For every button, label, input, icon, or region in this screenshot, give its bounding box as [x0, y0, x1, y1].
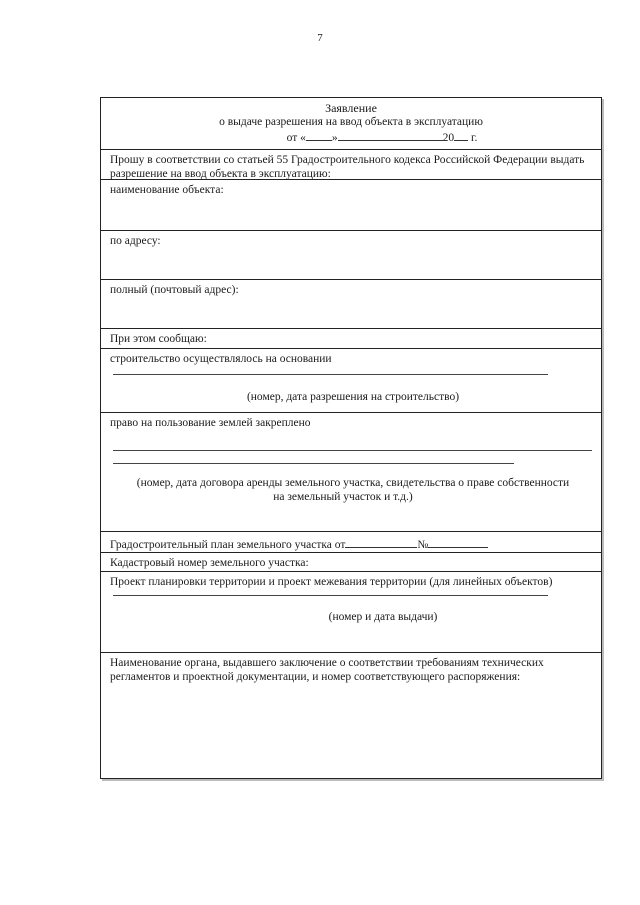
- land-right-row: [101, 413, 601, 532]
- land-right-fill-line-2[interactable]: [113, 451, 514, 464]
- request-text: Прошу в соответствии со статьей 55 Градостроительного кодекса Российской Федерации выдать разрешение на ввод объекта в эксплуатацию:: [110, 154, 585, 180]
- form-subtitle: о выдаче разрешения на ввод объекта в эксплуатацию: [219, 116, 483, 128]
- address-label: по адресу:: [110, 235, 161, 247]
- authority-row[interactable]: [101, 653, 601, 778]
- form-title: Заявление: [325, 101, 377, 115]
- application-form: [100, 97, 602, 779]
- planning-project-label: Проект планировки территории и проект межевания территории (для линейных объектов): [110, 576, 553, 588]
- land-right-label: право на пользование землей закреплено: [110, 417, 311, 429]
- urban-plan-date-field[interactable]: [345, 536, 417, 548]
- cadastral-row[interactable]: [101, 553, 601, 572]
- planning-project-caption: (номер и дата выдачи): [328, 611, 438, 623]
- planning-project-fill-line[interactable]: [113, 589, 548, 596]
- full-address-row[interactable]: [101, 280, 601, 329]
- form-header: [101, 98, 601, 150]
- date-year-prefix: 20: [442, 132, 455, 144]
- date-day-field[interactable]: [306, 129, 332, 141]
- page-number: 7: [317, 32, 323, 44]
- address-row[interactable]: [101, 231, 601, 280]
- construction-fill-line[interactable]: [113, 366, 548, 375]
- date-month-field[interactable]: [338, 129, 443, 141]
- full-address-label: полный (почтовый адрес):: [110, 284, 239, 296]
- object-name-row[interactable]: [101, 180, 601, 231]
- urban-plan-row: [101, 532, 601, 553]
- cadastral-label: Кадастровый номер земельного участка:: [110, 557, 309, 569]
- date-suffix: г.: [471, 132, 478, 144]
- object-name-label: наименование объекта:: [110, 184, 224, 196]
- construction-row: [101, 349, 601, 413]
- notice-row: [101, 329, 601, 349]
- construction-caption: (номер, дата разрешения на строительство): [246, 391, 460, 403]
- authority-text: Наименование органа, выдавшего заключение о соответствии требованиям технических регламентов и проектной документации, и номер соответствующего распоряжения:: [110, 657, 544, 683]
- planning-project-row: [101, 572, 601, 653]
- form-date-line: [163, 129, 601, 145]
- date-year-field[interactable]: [454, 129, 468, 141]
- construction-label: строительство осуществлялось на основании: [110, 353, 332, 365]
- date-mid: »: [331, 132, 338, 144]
- land-right-caption-2: на земельный участок и т.д.): [273, 491, 413, 503]
- notice-label: При этом сообщаю:: [110, 333, 207, 345]
- urban-plan-number-sign: №: [417, 539, 429, 551]
- urban-plan-label: Градостроительный план земельного участка от: [110, 539, 346, 551]
- request-row: [101, 150, 601, 180]
- land-right-caption-1: (номер, дата договора аренды земельного участка, свидетельства о праве собственности: [136, 477, 570, 489]
- land-right-fill-line-1[interactable]: [113, 430, 592, 451]
- urban-plan-number-field[interactable]: [428, 536, 488, 548]
- date-prefix: от «: [286, 132, 306, 144]
